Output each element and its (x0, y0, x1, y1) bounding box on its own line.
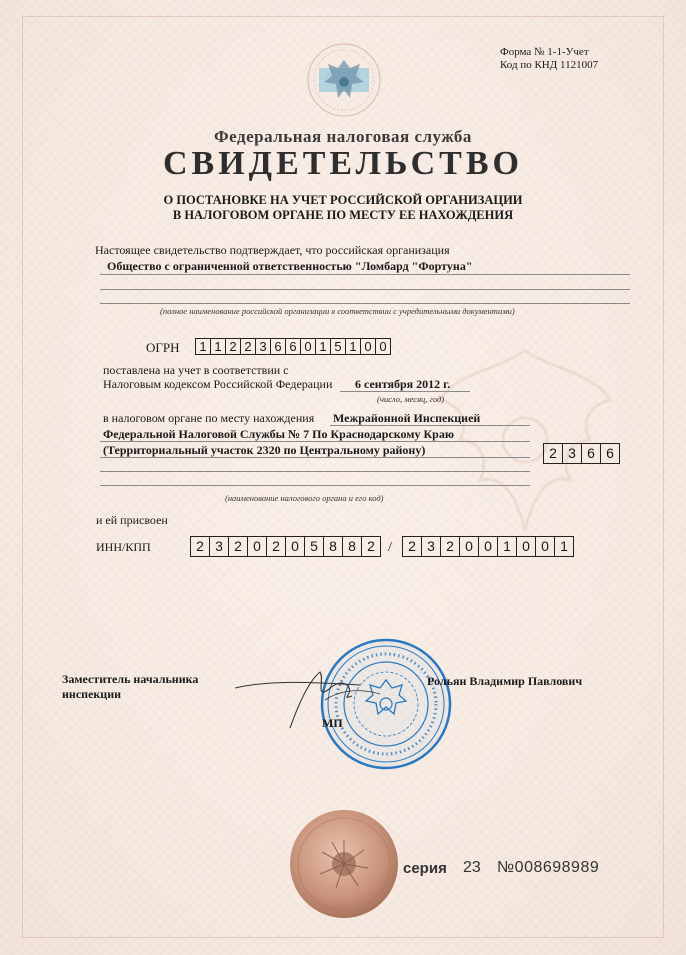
ogrn-digit: 6 (271, 339, 286, 354)
signer-position-line-2: инспекции (62, 687, 122, 701)
ogrn-number (195, 338, 391, 355)
knd-code: Код по КНД 1121007 (500, 59, 599, 71)
seal-place-label: МП (322, 716, 343, 730)
hologram-seal-icon (288, 808, 400, 920)
inn-kpp-label: ИНН/КПП (96, 540, 151, 554)
assigned-text: и ей присвоен (96, 513, 168, 527)
inn-digit: 2 (191, 537, 210, 556)
date-note: (число, месяц, год) (377, 394, 445, 404)
form-info (500, 46, 598, 72)
tax-office-code-digit: 3 (563, 444, 582, 463)
ogrn-digit: 3 (256, 339, 271, 354)
tax-code-text: Налоговым кодексом Российской Федерации (103, 377, 333, 391)
kpp-digit: 2 (403, 537, 422, 556)
kpp-digit: 1 (498, 537, 517, 556)
ogrn-digit: 2 (241, 339, 256, 354)
series-value: 23 (463, 859, 481, 876)
tax-office-line-1: Межрайонной Инспекцией (333, 411, 481, 425)
tax-office-line-3: (Территориальный участок 2320 по Центральному району) (103, 443, 426, 457)
kpp-digit: 3 (422, 537, 441, 556)
ogrn-digit: 0 (379, 339, 387, 354)
ogrn-digit: 6 (286, 339, 301, 354)
inn-digit: 2 (267, 537, 286, 556)
kpp-digit: 0 (517, 537, 536, 556)
subtitle-line-1: О ПОСТАНОВКЕ НА УЧЕТ РОССИЙСКОЙ ОРГАНИЗАЦИИ (163, 193, 523, 207)
emblem-icon (305, 40, 383, 120)
tax-office-note: (наименование налогового органа и его код) (225, 493, 384, 503)
tax-office-code-digit: 2 (544, 444, 563, 463)
inn-digit: 8 (324, 537, 343, 556)
organization-note: (полное наименование российской организации в соответствии с учредительными документами) (160, 306, 515, 316)
ogrn-digit: 1 (196, 339, 211, 354)
ogrn-digit: 1 (346, 339, 361, 354)
subtitle-line-2: В НАЛОГОВОМ ОРГАНЕ ПО МЕСТУ ЕЕ НАХОЖДЕНИЯ (172, 208, 514, 222)
inn-digit: 0 (248, 537, 267, 556)
inn-number (190, 536, 381, 557)
ogrn-digit: 1 (316, 339, 331, 354)
signer-position (62, 672, 198, 702)
ogrn-digit: 2 (226, 339, 241, 354)
ogrn-digit: 1 (211, 339, 226, 354)
agency-name: Федеральная налоговая служба (214, 127, 472, 146)
signer-name: Рольян Владимир Павлович (427, 674, 583, 688)
inn-digit: 8 (343, 537, 362, 556)
kpp-digit: 2 (441, 537, 460, 556)
document-title: СВИДЕТЕЛЬСТВО (163, 145, 523, 182)
tax-office-code (543, 443, 620, 464)
signature-icon (230, 660, 390, 730)
registration-date: 6 сентября 2012 г. (355, 377, 451, 391)
tax-office-intro: в налоговом органе по месту нахождения (103, 411, 315, 425)
kpp-digit: 0 (460, 537, 479, 556)
inn-digit: 0 (286, 537, 305, 556)
serial-number: №008698989 (497, 859, 600, 876)
inn-digit: 2 (367, 538, 375, 554)
kpp-number (402, 536, 574, 557)
inn-digit: 3 (210, 537, 229, 556)
series-label: серия (403, 860, 447, 877)
inn-digit: 5 (305, 537, 324, 556)
tax-office-code-digit: 6 (606, 445, 614, 461)
inn-digit: 2 (229, 537, 248, 556)
ogrn-digit: 0 (301, 339, 316, 354)
tax-office-code-digit: 6 (582, 444, 601, 463)
registered-text: поставлена на учет в соответствии с (103, 363, 289, 377)
document-subtitle (0, 193, 686, 223)
signer-position-line-1: Заместитель начальника (62, 672, 199, 686)
intro-text: Настоящее свидетельство подтверждает, что российская организация (95, 243, 450, 257)
kpp-digit: 0 (479, 537, 498, 556)
form-number: Форма № 1-1-Учет (500, 46, 589, 58)
inn-kpp-separator: / (388, 540, 392, 555)
ogrn-digit: 5 (331, 339, 346, 354)
organization-name: Общество с ограниченной ответственностью "Ломбард "Фортуна" (107, 259, 473, 273)
ogrn-digit: 0 (361, 339, 376, 354)
ogrn-label: ОГРН (146, 340, 180, 355)
tax-office-line-2: Федеральной Налоговой Службы № 7 По Краснодарскому Краю (103, 427, 455, 441)
kpp-digit: 1 (560, 538, 568, 554)
kpp-digit: 0 (536, 537, 555, 556)
